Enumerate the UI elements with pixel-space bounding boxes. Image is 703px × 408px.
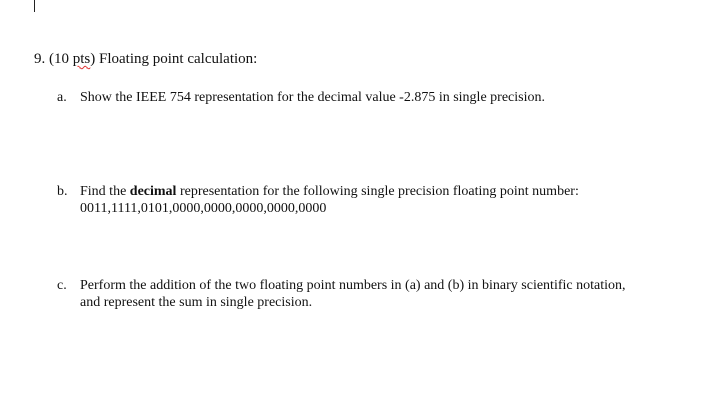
- sub-question-b: [57, 183, 579, 217]
- text-cursor: [34, 0, 35, 12]
- question-points-prefix: (10: [49, 51, 73, 67]
- question-points-word: pts: [72, 51, 91, 67]
- question-points-suffix: ): [90, 51, 96, 67]
- sub-question-text: [80, 183, 579, 200]
- question-heading: [34, 50, 257, 68]
- bold-word-decimal: decimal: [129, 184, 177, 199]
- text-after-bold: representation for the following single precision floating point number:: [176, 184, 579, 199]
- sub-question-text: Show the IEEE 754 representation for the decimal value -2.875 in single precision.: [80, 90, 545, 105]
- sub-question-marker: a.: [57, 90, 67, 105]
- sub-question-text-line-1: Perform the addition of the two floating point numbers in (a) and (b) in binary scientific notation,: [80, 278, 626, 293]
- sub-question-marker: c.: [57, 278, 67, 293]
- binary-number: 0011,1111,0101,0000,0000,0000,0000,0000: [80, 201, 327, 216]
- sub-question-a: [57, 89, 545, 106]
- sub-question-text-line-2: and represent the sum in single precision.: [80, 295, 313, 310]
- question-number: 9.: [34, 51, 46, 67]
- sub-question-c: [57, 277, 625, 311]
- question-title: Floating point calculation:: [99, 51, 258, 67]
- sub-question-marker: b.: [57, 184, 68, 199]
- text-before-bold: Find the: [80, 184, 130, 199]
